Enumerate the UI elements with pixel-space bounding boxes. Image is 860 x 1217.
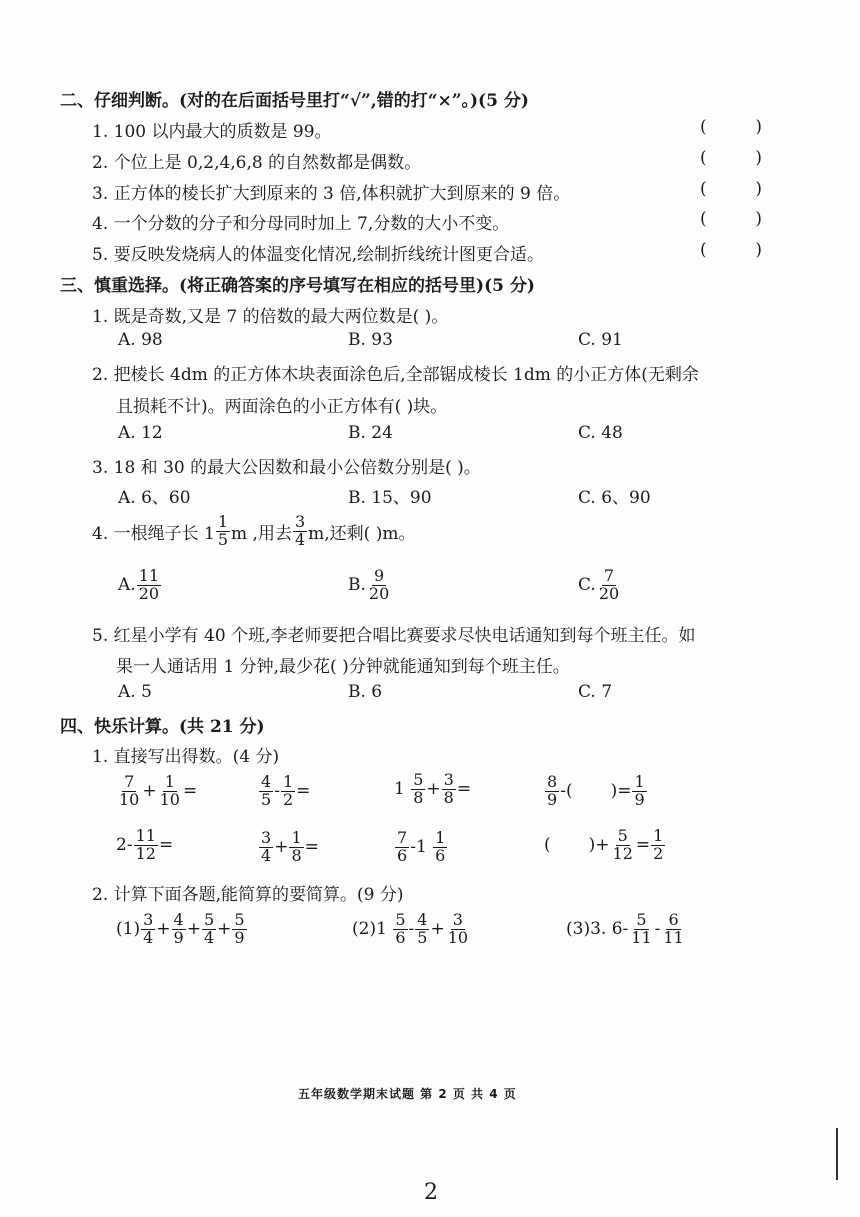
choice-q4-stem: 4. 一根绳子长 1 $\frac{1}{5}$ m ,用去 $\frac{3}{4}$ m,还剩( )m。 — [92, 512, 416, 549]
calc-expr-3: 1 $\frac{5}{8}$ + $\frac{3}{8}$ = — [394, 770, 472, 807]
choice-q3-b: B. 15、90 — [348, 488, 432, 508]
simplify-expr-3: (3)3. 6- $\frac{5}{11}$ - $\frac{6}{11}$ — [566, 910, 684, 947]
choice-q5-b: B. 6 — [348, 682, 383, 702]
page-number: 2 — [424, 1180, 438, 1205]
choice-q3-stem: 3. 18 和 30 的最大公因数和最小公倍数分别是( )。 — [92, 458, 481, 478]
calc-part1-title: 1. 直接写出得数。(4 分) — [92, 747, 280, 767]
calc-part2-title: 2. 计算下面各题,能简算的要简算。(9 分) — [92, 885, 404, 905]
choice-q3-c: C. 6、90 — [578, 488, 651, 508]
calc-expr-5: 2 - $\frac{11}{12}$ = — [116, 826, 174, 863]
calc-expr-4: $\frac{8}{9}$ - ( ) = $\frac{1}{9}$ — [547, 772, 645, 809]
choice-q1-a: A. 98 — [118, 330, 163, 350]
answer-paren-2[interactable]: ( ) — [700, 148, 762, 168]
calc-expr-1: $\frac{7}{10}$ + $\frac{1}{10}$ = — [119, 772, 198, 809]
choice-q1-stem: 1. 既是奇数,又是 7 的倍数的最大两位数是( )。 — [92, 307, 449, 327]
choice-q4-c: C. $\frac{7}{20}$ — [578, 566, 620, 603]
section4-title: 四、快乐计算。(共 21 分) — [60, 717, 265, 737]
judge-item-2: 2. 个位上是 0,2,4,6,8 的自然数都是偶数。 — [92, 153, 422, 173]
choice-q2-line2: 且损耗不计)。两面涂色的小正方体有( )块。 — [116, 397, 448, 417]
simplify-expr-2: (2)1 $\frac{5}{6}$ - $\frac{4}{5}$ + $\frac{3}{10}$ — [352, 910, 469, 947]
choice-q1-c: C. 91 — [578, 330, 623, 350]
answer-paren-1[interactable]: ( ) — [700, 117, 762, 137]
judge-item-5: 5. 要反映发烧病人的体温变化情况,绘制折线统计图更合适。 — [92, 245, 545, 265]
choice-q5-line2: 果一人通话用 1 分钟,最少花( )分钟就能通知到每个班主任。 — [116, 657, 570, 677]
length-fraction: $\frac{1}{5}$ — [217, 512, 229, 549]
calc-expr-2: $\frac{4}{5}$ - $\frac{1}{2}$ = — [261, 772, 311, 809]
choice-q2-a: A. 12 — [118, 423, 163, 443]
page-footer: 五年级数学期末试题 第 2 页 共 4 页 — [298, 1087, 517, 1101]
choice-q4-b: B. $\frac{9}{20}$ — [348, 566, 390, 603]
calc-expr-8: ( ) + $\frac{5}{12}$ = $\frac{1}{2}$ — [544, 826, 664, 863]
choice-q5-a: A. 5 — [118, 682, 152, 702]
answer-paren-3[interactable]: ( ) — [700, 179, 762, 199]
choice-q2-line1: 2. 把棱长 4dm 的正方体木块表面涂色后,全部锯成棱长 1dm 的小正方体(无剩余 — [92, 365, 699, 385]
section3-title: 三、慎重选择。(将正确答案的序号填写在相应的括号里)(5 分) — [60, 276, 535, 296]
answer-paren-5[interactable]: ( ) — [700, 240, 762, 260]
judge-item-1: 1. 100 以内最大的质数是 99。 — [92, 122, 332, 142]
answer-paren-4[interactable]: ( ) — [700, 209, 762, 229]
used-fraction: $\frac{3}{4}$ — [294, 512, 306, 549]
choice-q2-b: B. 24 — [348, 423, 393, 443]
scan-edge-line — [836, 1128, 838, 1180]
section2-title: 二、仔细判断。(对的在后面括号里打“√”,错的打“×”。)(5 分) — [60, 91, 529, 111]
choice-q1-b: B. 93 — [348, 330, 393, 350]
choice-q3-a: A. 6、60 — [118, 488, 191, 508]
calc-expr-7: $\frac{7}{6}$ - 1 $\frac{1}{6}$ — [397, 828, 446, 865]
choice-q4-a: A. $\frac{11}{20}$ — [118, 566, 160, 603]
choice-q5-c: C. 7 — [578, 682, 613, 702]
choice-q5-line1: 5. 红星小学有 40 个班,李老师要把合唱比赛要求尽快电话通知到每个班主任。如 — [92, 626, 696, 646]
calc-expr-6: $\frac{3}{4}$ + $\frac{1}{8}$ = — [261, 828, 319, 865]
judge-item-4: 4. 一个分数的分子和分母同时加上 7,分数的大小不变。 — [92, 214, 510, 234]
simplify-expr-1: (1) $\frac{3}{4}$ + $\frac{4}{9}$ + $\frac{5}{4}$ + $\frac{5}{9}$ — [116, 910, 245, 947]
choice-q2-c: C. 48 — [578, 423, 623, 443]
judge-item-3: 3. 正方体的棱长扩大到原来的 3 倍,体积就扩大到原来的 9 倍。 — [92, 184, 571, 204]
